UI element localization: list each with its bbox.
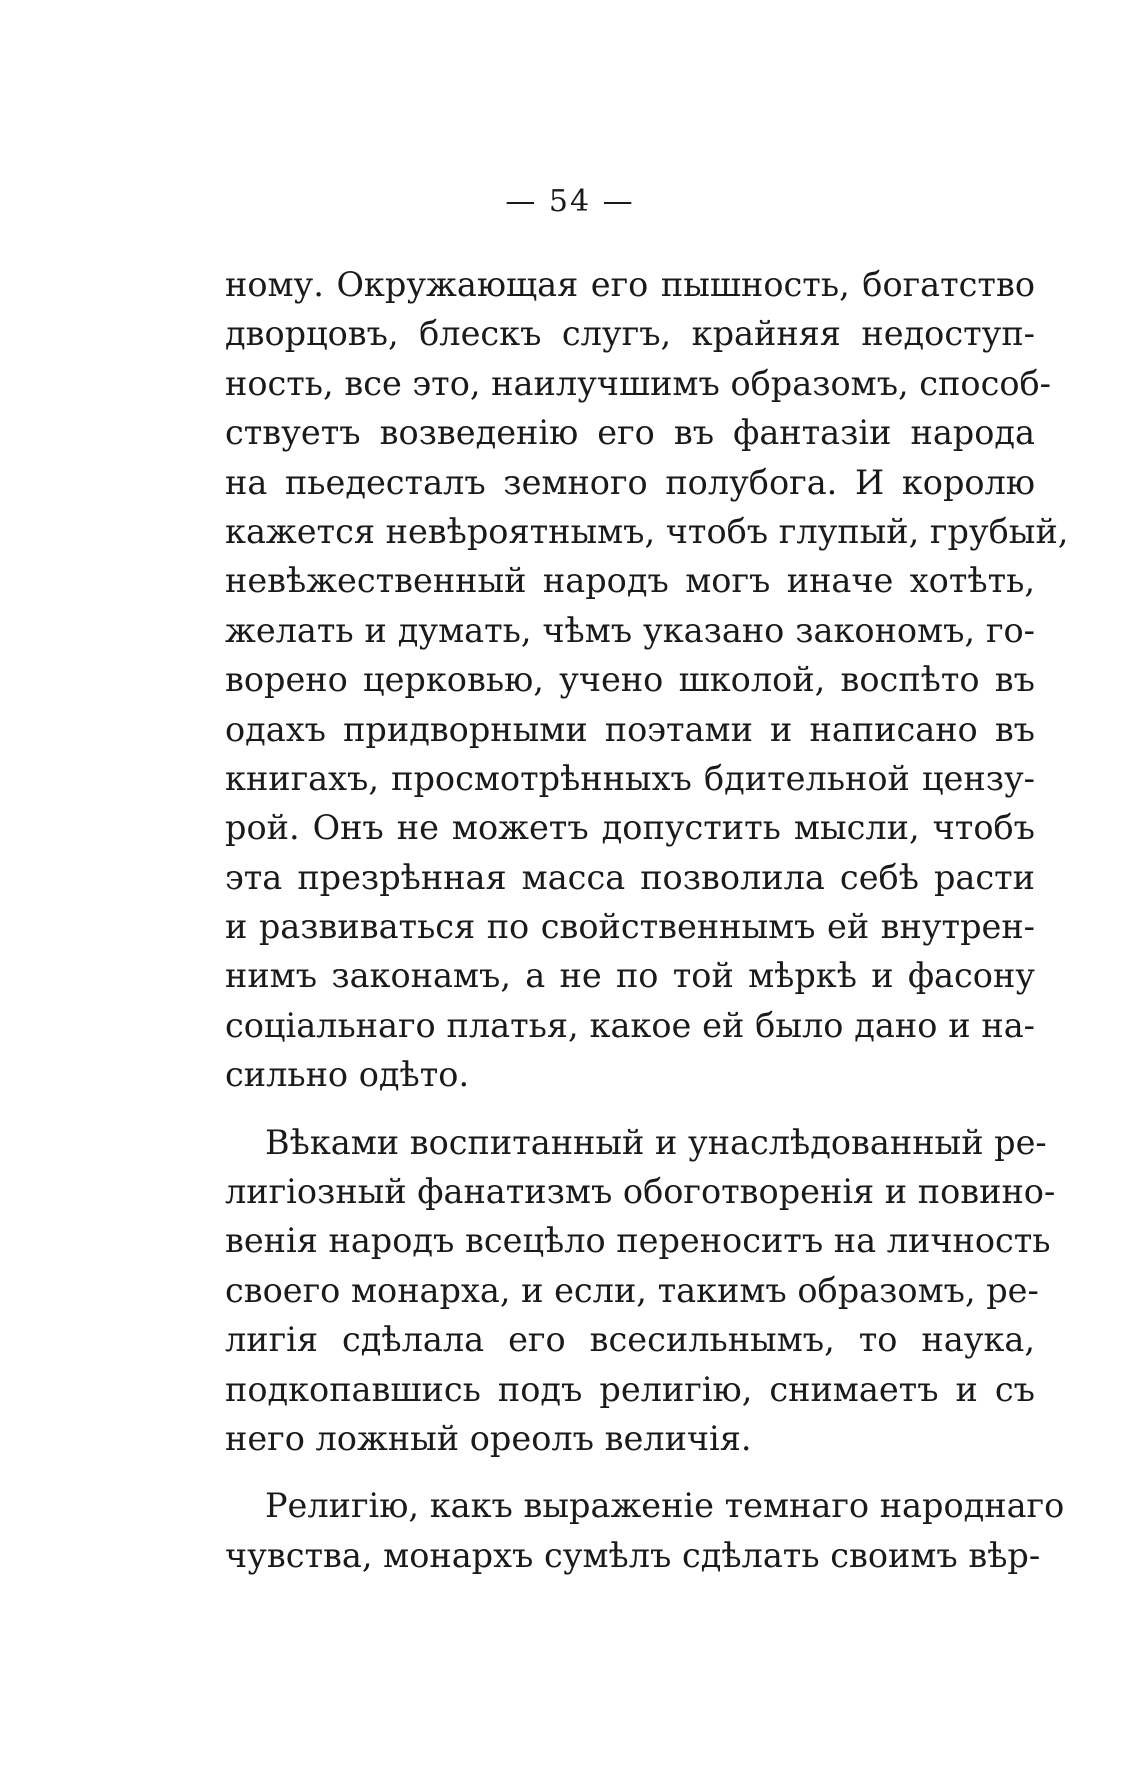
text-line: Религію, какъ выраженіе темнаго народнаго — [265, 1486, 1065, 1526]
text-line: нимъ законамъ, а не по той мѣркѣ и фасону — [225, 956, 1035, 996]
text-line: чувства, монархъ сумѣлъ сдѣлать своимъ вѣр- — [225, 1535, 1041, 1575]
text-line: лигіозный фанатизмъ обоготворенія и повино- — [225, 1172, 1056, 1212]
text-line: сильно одѣто. — [225, 1055, 470, 1095]
text-line: него ложный ореолъ величія. — [225, 1418, 752, 1458]
text-line: ность, все это, наилучшимъ образомъ, способ- — [225, 363, 1051, 403]
text-line: невѣжественный народъ могъ иначе хотѣть, — [225, 561, 1035, 601]
text-line: ворено церковью, учено школой, воспѣто въ — [225, 660, 1035, 700]
page-number: — 54 — — [505, 184, 635, 219]
text-line: Вѣками воспитанный и унаслѣдованный ре- — [265, 1122, 1047, 1162]
text-line: и развиваться по свойственнымъ ей внутрен- — [225, 907, 1035, 947]
text-line: подкопавшись подъ религію, снимаетъ и съ — [225, 1369, 1035, 1409]
text-line: на пьедесталъ земного полубога. И королю — [225, 462, 1035, 502]
text-line: рой. Онъ не можетъ допустить мысли, чтобъ — [225, 808, 1035, 848]
text-line: ному. Окружающая его пышность, богатство — [225, 265, 1035, 304]
text-line: кажется невѣроятнымъ, чтобъ глупый, грубый, — [225, 511, 1069, 551]
text-line: венія народъ всецѣло переноситъ на личность — [225, 1221, 1051, 1261]
text-line: желать и думать, чѣмъ указано закономъ, го- — [225, 610, 1035, 650]
text-line: соціальнаго платья, какое ей было дано и на- — [225, 1005, 1035, 1045]
text-line: эта презрѣнная масса позволила себѣ расти — [225, 857, 1035, 897]
paragraph — [225, 1481, 1065, 1580]
text-line: книгахъ, просмотрѣнныхъ бдительной цензу- — [225, 758, 1035, 798]
paragraph — [225, 1118, 1056, 1464]
text-line: ствуетъ возведенію его въ фантазіи народа — [225, 413, 1035, 453]
body-text — [225, 260, 1069, 1580]
text-line: лигія сдѣлала его всесильнымъ, то наука, — [225, 1320, 1035, 1360]
paragraph — [225, 260, 1069, 1100]
text-line: одахъ придворными поэтами и написано въ — [225, 709, 1035, 749]
text-line: дворцовъ, блескъ слугъ, крайняя недоступ- — [225, 314, 1035, 354]
text-line: своего монарха, и если, такимъ образомъ, ре- — [225, 1270, 1039, 1310]
